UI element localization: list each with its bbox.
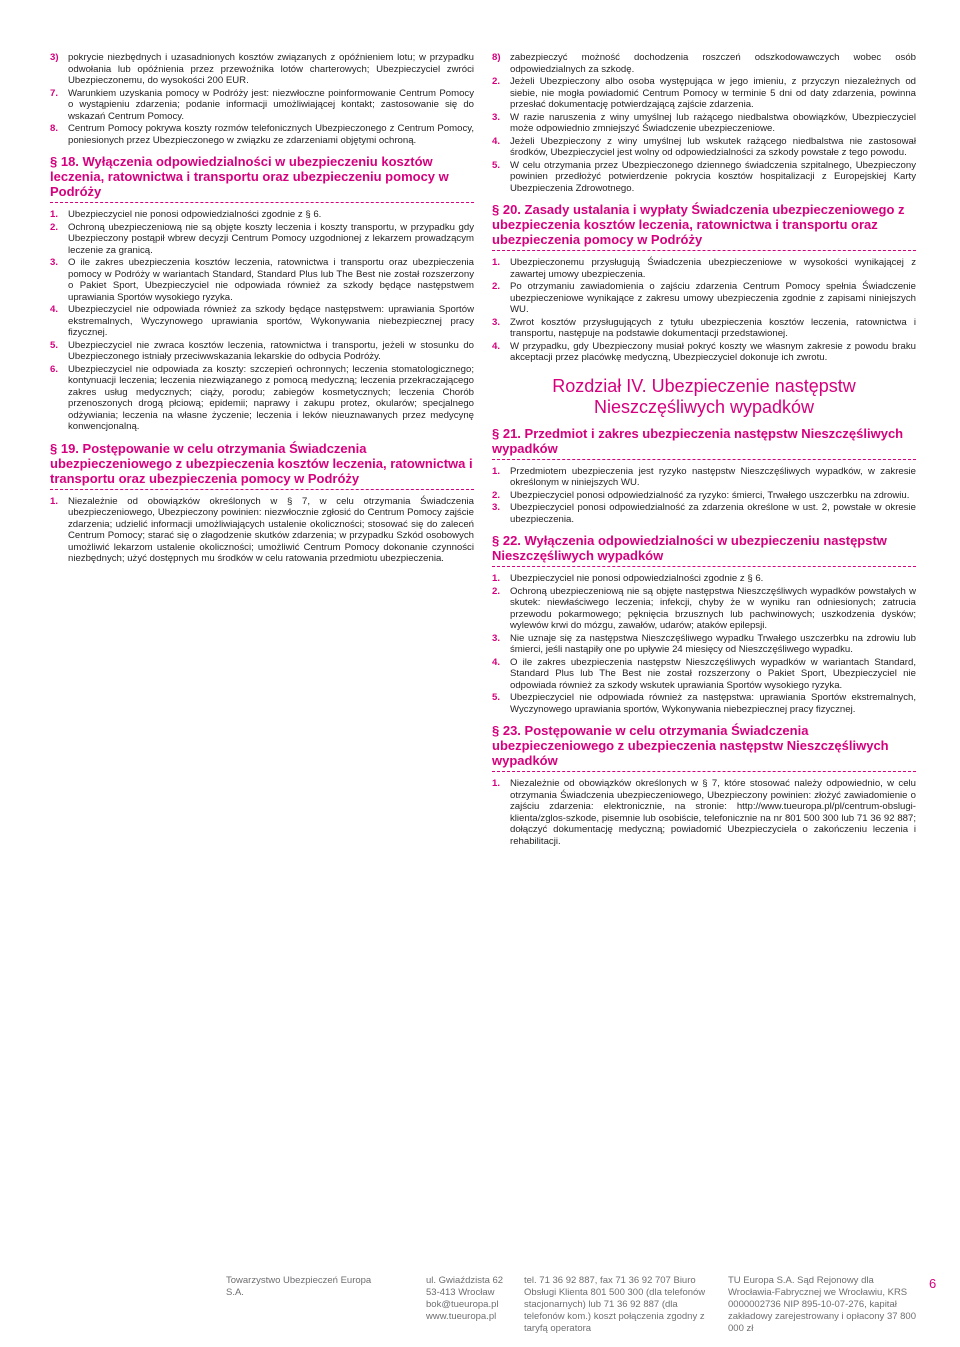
section-heading: § 22. Wyłączenia odpowiedzialności w ubezpieczeniu następstw Nieszczęśliwych wypadków xyxy=(492,533,916,567)
list-item: 1. Niezależnie od obowiązków określonych w § 7, które stosować należy odpowiednio, w celu otrzymania Świadczenia ubezpieczeniowego, Ubezpieczony powinien: złożyć zawiadomienie o zajściu zdarzenia: elektronicznie, na stronie: http://www.tueuropa.pl/pl/centrum-obslugi-klienta/zglos-szkode, pisemnie lub osobiście, telefonicznie na nr 801 500 300 lub 71 36 92 887; dołączyć dokumentację medyczną; powiadomić Ubezpieczyciela o zakończeniu leczenia i rehabilitacji. xyxy=(492,778,916,847)
list-item: 3. Zwrot kosztów przysługujących z tytułu ubezpieczenia kosztów leczenia, ratownictwa i transportu, następuje na podstawie dokumentacji przedstawionej. xyxy=(492,316,916,339)
list-item: 3. W razie naruszenia z winy umyślnej lub rażącego niedbalstwa obowiązków, Ubezpieczyciel może odpowiednio zmniejszyć Świadczenie ubezpieczeniowe. xyxy=(492,111,916,134)
section-heading: § 19. Postępowanie w celu otrzymania Świadczenia ubezpieczeniowego z ubezpieczenia kosztów leczenia, ratownictwa i transportu oraz ubezpieczenia pomocy w Podróży xyxy=(50,441,474,490)
list-item: 3. Ubezpieczyciel ponosi odpowiedzialność za zdarzenia określone w ust. 2, powstałe w okresie ubezpieczenia. xyxy=(492,502,916,525)
list-item: 1. Przedmiotem ubezpieczenia jest ryzyko następstw Nieszczęśliwych wypadków, w zakresie określonym w niniejszych WU. xyxy=(492,465,916,488)
list-item: 5. W celu otrzymania przez Ubezpieczonego dziennego świadczenia szpitalnego, Ubezpieczony powinien przedłożyć potwierdzenie pokrycia kosztów hospitalizacji z Europejskiej Karty Ubezpieczenia Zdrowotnego. xyxy=(492,159,916,194)
list-item: 4. O ile zakres ubezpieczenia następstw Nieszczęśliwych wypadków w wariantach Standard, Standard Plus lub The Best nie został rozszerzony o Pakiet Sport, Ubezpieczyciel nie odpowiada również za szkody wskutek uprawiania Sportów wysokiego ryzyka. xyxy=(492,656,916,691)
list-item: 1. Ubezpieczyciel nie ponosi odpowiedzialności zgodnie z § 6. xyxy=(492,573,764,584)
footer-registration: TU Europa S.A. Sąd Rejonowy dla Wrocławia-Fabrycznej we Wrocławiu, KRS 0000002736 NIP 895-10-07-276, kapitał zakładowy zarejestrowany i opłacony 37 800 000 zł xyxy=(728,1275,916,1334)
section-heading: § 18. Wyłączenia odpowiedzialności w ubezpieczeniu kosztów leczenia, ratownictwa i transportu oraz ubezpieczeniu pomocy w Podróży xyxy=(50,154,474,203)
right-column xyxy=(492,52,916,848)
list-item: 8. Centrum Pomocy pokrywa koszty rozmów telefonicznych Ubezpieczonego z Centrum Pomocy, poniesionych przez Ubezpieczonego w związku ze zdarzeniami objętymi ochroną. xyxy=(50,123,474,146)
list-item: 4. Jeżeli Ubezpieczony z winy umyślnej lub wskutek rażącego niedbalstwa nie zastosował środków, Ubezpieczyciel jest wolny od odpowiedzialności za szkody powstałe z tego powodu. xyxy=(492,135,916,158)
list-item: 6. Ubezpieczyciel nie odpowiada za koszty: szczepień ochronnych; leczenia stomatologicznego; kontynuacji leczenia; leczenia niezwiązanego z pomocą medyczną; leczenia przekraczającego zakres usług medycznych; ciąży, porodu; zabiegów kosmetycznych; leczenia Chorób przenoszonych drogą płciową; epidemii; naprawy i zakupu protez, okularów; specjalnego odżywiania; leczenia na własne życzenie; leczenia i leków nieuznawanych przez medycynę konwencjonalną. xyxy=(50,363,474,432)
footer-company: Towarzystwo Ubezpieczeń Europa S.A. xyxy=(226,1275,372,1298)
section-heading: § 23. Postępowanie w celu otrzymania Świadczenia ubezpieczeniowego z ubezpieczenia następstw Nieszczęśliwych wypadków xyxy=(492,723,916,772)
section-heading: § 20. Zasady ustalania i wypłaty Świadczenia ubezpieczeniowego z ubezpieczenia kosztów leczenia, ratownictwa i transportu oraz ubezpieczenia pomocy w Podróży xyxy=(492,202,916,251)
list-item: 2. Ochroną ubezpieczeniową nie są objęte następstwa Nieszczęśliwych wypadków powstałych w skutek: niewłaściwego leczenia; infekcji, chyby że w wyniku ran odniesionych; zatrucia przewodu pokarmowego; pęknięcia brzusznych lub pachwinowych; uszkodzenia dysków; wylewów krwi do mózgu, zawałów, udarów; ataków epilepsji. xyxy=(492,585,916,631)
list-item: 2. Jeżeli Ubezpieczony albo osoba występująca w jego imieniu, z przyczyn niezależnych od siebie, nie mogła powiadomić Centrum Pomocy w terminie 5 dni od daty zdarzenia, powinna przesłać dokumentację potwierdzającą zajście zdarzenia. xyxy=(492,76,916,110)
list-item: 3. Nie uznaje się za następstwa Nieszczęśliwego wypadku Trwałego uszczerbku na zdrowiu lub śmierci, jeśli nastąpiły one po upływie 24 miesięcy od Nieszczęśliwego wypadku. xyxy=(492,632,916,655)
page-footer xyxy=(0,1275,960,1335)
list-item: 4. W przypadku, gdy Ubezpieczony musiał pokryć koszty we własnym zakresie z powodu braku akceptacji przez placówkę medyczną, Ubezpieczyciel dokonuje ich zwrotu. xyxy=(492,340,916,363)
list-item: 4. Ubezpieczyciel nie odpowiada również za szkody będące następstwem: uprawiania Sportów ekstremalnych, Wyczynowego uprawiania sportów, Wykonywania niebezpiecznej pracy fizycznej. xyxy=(50,304,474,338)
list-item: 3. O ile zakres ubezpieczenia kosztów leczenia, ratownictwa i transportu oraz ubezpieczenia pomocy w Podróży w wariantach Standard, Standard Plus lub The Best nie został rozszerzony o Pakiet Sport, Ubezpieczyciel nie odpowiada również za szkody będące następstwem uprawiania Sportów wysokiego ryzyka. xyxy=(50,257,474,303)
list-item: 2. Ochroną ubezpieczeniową nie są objęte koszty leczenia i koszty transportu, w przypadku gdy Ubezpieczony postąpił wbrew decyzji Centrum Pomocy uzgodnionej z lekarzem prowadzącym leczenie za granicą. xyxy=(50,221,474,256)
list-item: 1. Ubezpieczonemu przysługują Świadczenia ubezpieczeniowe w wysokości wynikającej z zawartej umowy ubezpieczenia. xyxy=(492,257,916,280)
list-item: 2. Ubezpieczyciel ponosi odpowiedzialność za ryzyko: śmierci, Trwałego uszczerbku na zdrowiu. xyxy=(492,489,910,501)
list-item: 1. Niezależnie od obowiązków określonych w § 7, w celu otrzymania Świadczenia ubezpieczeniowego, Ubezpieczony powinien: niezwłocznie zgłosić do Centrum Pomocy zajście zdarzenia; udzielić informacji umożliwiających ustalenie okoliczności; stosować się do zaleceń Centrum Pomocy; starać się o złagodzenie skutków zdarzenia; w przypadku Szkód osobowych umożliwić lekarzom ustalenie okoliczności; umożliwić Centrum Pomocy dokonanie czynności niezbędnych; użyć dostępnych mu środków w celu ratowania przedmiotu ubezpieczenia. xyxy=(50,495,474,564)
list-item: 3) pokrycie niezbędnych i uzasadnionych kosztów związanych z opóźnieniem lotu; w przypadku odwołania lub opóźnienia przez przewoźnika lotów charterowych; Ubezpieczyciel zwróci Ubezpieczonemu, do wysokości 200 EUR. xyxy=(50,52,474,86)
list-item: 2. Po otrzymaniu zawiadomienia o zajściu zdarzenia Centrum Pomocy spełnia Świadczenie ubezpieczeniowe wynikające z zakresu umowy ubezpieczenia zgodnie z zapisami niniejszych WU. xyxy=(492,281,916,315)
chapter-title: Rozdział IV. Ubezpieczenie następstw Nieszczęśliwych wypadków xyxy=(552,375,856,417)
left-column xyxy=(50,52,474,566)
list-item: 7. Warunkiem uzyskania pomocy w Podróży jest: niezwłoczne poinformowanie Centrum Pomocy o wystąpieniu zdarzenia; podanie informacji umożliwiającej kontakt; zastosowanie się do wskazań Centrum Pomocy. xyxy=(50,87,474,122)
list-item: 8) zabezpieczyć możność dochodzenia roszczeń odszkodowawczych wobec osób odpowiedzialnych za szkodę. xyxy=(492,52,916,75)
list-item: 5. Ubezpieczyciel nie zwraca kosztów leczenia, ratownictwa i transportu, jeżeli w stosunku do Ubezpieczonego istniały przeciwwskazania lekarskie do odbycia Podróży. xyxy=(50,339,474,362)
list-item: 5. Ubezpieczyciel nie odpowiada również za następstwa: uprawiania Sportów ekstremalnych, Wyczynowego uprawiania sportów, Wykonywania niebezpiecznej pracy fizycznej. xyxy=(492,692,916,715)
section-heading: § 21. Przedmiot i zakres ubezpieczenia następstw Nieszczęśliwych wypadków xyxy=(492,426,916,460)
list-item: 1. Ubezpieczyciel nie ponosi odpowiedzialności zgodnie z § 6. xyxy=(50,209,322,220)
page-number: 6 xyxy=(929,1276,937,1291)
footer-address: ul. Gwiaździsta 62 53-413 Wrocław bok@tueuropa.pl www.tueuropa.pl xyxy=(426,1275,504,1322)
footer-contact: tel. 71 36 92 887, fax 71 36 92 707 Biuro Obsługi Klienta 801 500 300 (dla telefonów stacjonarnych) lub 71 36 92 887 (dla telefonów kom.) koszt połączenia zgodny z taryfą operatora xyxy=(524,1275,706,1334)
